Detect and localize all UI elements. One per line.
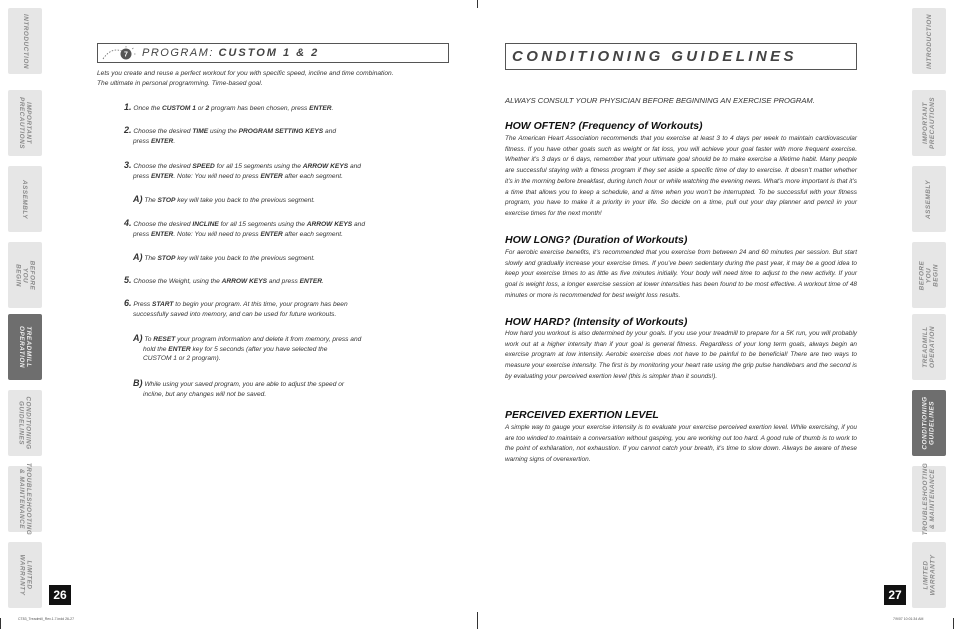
step-text: key for 5 seconds (after you have selected the [190,345,328,353]
step-4 [124,219,384,239]
tab-troubleshooting[interactable] [912,462,946,536]
tab-limited-warranty[interactable] [912,542,946,608]
tab-before-you-begin[interactable] [912,242,946,308]
program-heading-prefix: PROGRAM: [142,47,214,59]
step-text: hold the [143,345,169,353]
program-heading [142,47,319,59]
tab-label: TREADMILL OPERATION [922,325,936,369]
section-heading-frequency: HOW OFTEN? (Frequency of Workouts) [505,120,703,132]
step-text: To [142,336,154,343]
step-number: 3. [124,160,132,170]
step-number: 1. [124,102,132,112]
step-6 [124,299,384,319]
step-text: The [142,197,158,204]
step-letter: A) [133,194,143,204]
program-intro [97,69,449,88]
tab-conditioning-guidelines[interactable] [8,390,42,456]
step-text: Once the [133,105,162,112]
step-letter: A) [133,252,143,262]
step-3-note-a [133,195,393,206]
step-letter: B) [133,378,143,388]
step-4-note-a [133,253,393,264]
page-number-left: 26 [49,585,71,605]
step-5 [124,276,384,287]
step-text: after each segment. [282,230,343,238]
step-text: program has been chosen, press [209,105,310,112]
step-key: ENTER [260,172,283,180]
step-text: or [195,105,206,112]
step-text: for all 15 segments using the [214,163,303,170]
step-text: your program information and delete it from memory, press and [175,336,362,343]
tab-label: IMPORTANT PRECAUTIONS [18,96,33,150]
page-title: CONDITIONING GUIDELINES [512,48,797,65]
step-text: The [142,255,158,262]
section-body-exertion: A simple way to gauge your exercise intensity is to evaluate your exercise perceived exertion level. While exercising, if you are too winded to maintain a conversation without gasping, you are working out too hard. A good rule of thumb is to work to the point of exhilaration, not exhaustion. If you cannot catch your breath, it’s time to slow down. Always be aware of these warning signs of overexertion. [505,424,857,464]
step-text: and press [267,278,300,285]
step-key: STOP [157,255,176,262]
tab-label: LIMITED WARRANTY [18,554,33,596]
step-3 [124,161,384,181]
step-key: SPEED [192,163,215,170]
step-key: ENTER [309,105,332,112]
step-letter: A) [133,333,143,343]
crop-mark [0,618,1,629]
tab-label: LIMITED WARRANTY [922,554,937,596]
step-text: after each segment. [282,172,343,180]
step-text: . [331,105,334,112]
step-key: TIME [192,128,209,135]
program-heading-name: CUSTOM 1 & 2 [218,47,320,59]
tab-important-precautions[interactable] [8,90,42,156]
step-key: CUSTOM 1 [161,105,196,112]
tab-label: BEFORE YOU BEGIN [918,260,940,290]
step-key: ARROW KEYS [306,221,353,228]
section-body-frequency: The American Heart Association recommends that you exercise at least 3 to 4 days per week to maintain cardiovascular fitness. If you have other goals such as weight or fat loss, you will achieve your goal faster with more frequent exercise. Whether it’s 3 days or 6 days, remember that your ultimate goal should be to make exercise a lifetime habit. Many people are successful staying with a fitness program if they set aside a specific time of day to exercise. It doesn’t matter whether it’s in the morning before breakfast, during lunch hour or while watching the evening news. What’s more important is that it’s a time that allows you to keep a schedule, and a time when you won’t be interrupted. To be successful with your fitness program, you have to make it a priority in your life. So decide on a time, pull out your day planner and pencil in your exercise times for the next month! [505,135,857,217]
step-text: While using your saved program, you are able to adjust the speed or [142,381,345,388]
step-key: ENTER [299,278,322,285]
step-2 [124,126,384,146]
step-number: 4. [124,218,132,228]
step-number: 6. [124,298,132,308]
step-text: . [322,278,324,285]
step-text: to begin your program. At this time, your program has been [173,301,348,308]
tab-introduction[interactable] [8,8,42,74]
tab-label: CONDITIONING GUIDELINES [922,396,936,450]
tab-label: ASSEMBLY [21,179,29,219]
step-text: and [348,163,361,170]
tab-label: CONDITIONING GUIDELINES [18,396,32,450]
step-key: ENTER [150,172,174,180]
tab-label: IMPORTANT PRECAUTIONS [922,96,937,150]
section-heading-intensity: HOW HARD? (Intensity of Workouts) [505,316,688,328]
step-text: for all 15 segments using the [218,221,307,228]
tab-before-you-begin[interactable] [8,242,42,308]
tab-important-precautions[interactable] [912,90,946,156]
tab-assembly[interactable] [912,166,946,232]
tab-label: TREADMILL OPERATION [18,325,32,369]
page-number-right: 27 [884,585,906,605]
physician-disclaimer: ALWAYS CONSULT YOUR PHYSICIAN BEFORE BEGINNING AN EXERCISE PROGRAM. [505,96,815,105]
step-text: Press [133,301,153,308]
step-text: and [352,221,365,228]
step-text: Choose the desired [133,128,193,135]
intro-line: The ultimate in personal programming. Time-based goal. [97,79,263,87]
step-text: press [133,172,151,180]
step-text: Choose the desired [133,221,193,228]
tab-label: INTRODUCTION [21,13,29,69]
tab-label: BEFORE YOU BEGIN [14,260,36,290]
step-number: 2. [124,125,132,135]
tab-treadmill-operation[interactable] [912,314,946,380]
program-badge-number: 7 [124,51,128,59]
step-1 [124,103,384,114]
step-text: Choose the Weight, using the [131,278,222,285]
step-text: . [173,137,176,145]
tab-label: TROUBLESHOOTING & MAINTENANCE [922,462,937,536]
tab-treadmill-operation[interactable] [8,314,42,380]
step-text: CUSTOM 1 or 2 program). [143,355,221,362]
tab-conditioning-guidelines[interactable] [912,390,946,456]
step-text: Choose the desired [133,163,193,170]
section-heading-duration: HOW LONG? (Duration of Workouts) [505,234,688,246]
step-key: ENTER [150,230,174,238]
intro-line: Lets you create and reuse a perfect workout for you with specific speed, incline and time combination. [97,70,394,77]
tab-limited-warranty[interactable] [8,542,42,608]
step-text: incline, but any changes will not be saved. [143,390,267,398]
step-text: successfully saved into memory, and can be used for future workouts. [133,310,337,318]
step-key: PROGRAM SETTING KEYS [238,128,324,135]
step-text: key will take you back to the previous segment. [175,197,316,204]
tab-introduction[interactable] [912,8,946,74]
step-key: ENTER [150,137,174,145]
footer-timestamp: 7/9/07 10:01:34 AM [893,617,924,621]
step-text: press [133,137,151,145]
step-key: 2 [205,105,210,112]
step-key: INCLINE [192,221,219,228]
step-text: press [133,230,151,238]
footer-filename: CT83_Treadmill_Rev.1.7.indd 26-27 [18,617,75,621]
step-key: ARROW KEYS [302,163,349,170]
tab-label: TROUBLESHOOTING & MAINTENANCE [18,462,33,536]
step-key: ENTER [168,345,191,353]
step-text: using the [208,128,239,135]
step-6-note-a [133,334,393,364]
program-heading-box [97,43,449,63]
step-key: ENTER [260,230,283,238]
crop-mark [477,0,478,8]
section-body-duration: For aerobic exercise benefits, it’s recommended that you exercise from between 24 and 60 minutes per session. But start slowly and gradually increase your exercise times. If you’ve been sedentary during the past year, it may be a good idea to keep your exercise times to as little as five minutes initially. Your body will need time to adjust to the new activity. If your goal is weight loss, a longer exercise session at lower intensities has been found to be most effective. A workout time of 48 minutes or more is recommended for best weight loss results. [505,249,857,299]
step-text: . Note: You will need to press [173,230,261,238]
step-number: 5. [124,275,132,285]
step-key: ARROW KEYS [221,278,268,285]
program-badge-icon [102,45,136,61]
step-key: RESET [153,336,176,343]
step-text: key will take you back to the previous segment. [175,255,316,262]
step-text: . Note: You will need to press [173,172,261,180]
section-heading-exertion: PERCEIVED EXERTION LEVEL [505,409,659,421]
section-body-intensity: How hard you workout is also determined by your goals. If you use your treadmill to prepare for a 5K run, you will probably work out at a higher intensity than if your goal is general fitness. Regardless of your long term goals, always begin an exercise program at low intensity. Aerobic exercise does not have to be painful to be beneficial! There are two ways to measure your exercise intensity. The first is by monitoring your heart rate using the grip pulse handlebars and the second is by evaluating your perceived exertion level (this is simpler than it sounds!). [505,330,857,380]
step-text: and [323,128,337,135]
tab-assembly[interactable] [8,166,42,232]
step-6-note-b [133,379,393,399]
conditioning-heading-box [505,43,857,70]
tab-label: ASSEMBLY [925,179,933,219]
tab-troubleshooting[interactable] [8,462,42,536]
step-key: START [152,301,174,308]
step-key: STOP [157,197,176,204]
crop-mark [477,612,478,629]
tab-label: INTRODUCTION [925,13,933,69]
